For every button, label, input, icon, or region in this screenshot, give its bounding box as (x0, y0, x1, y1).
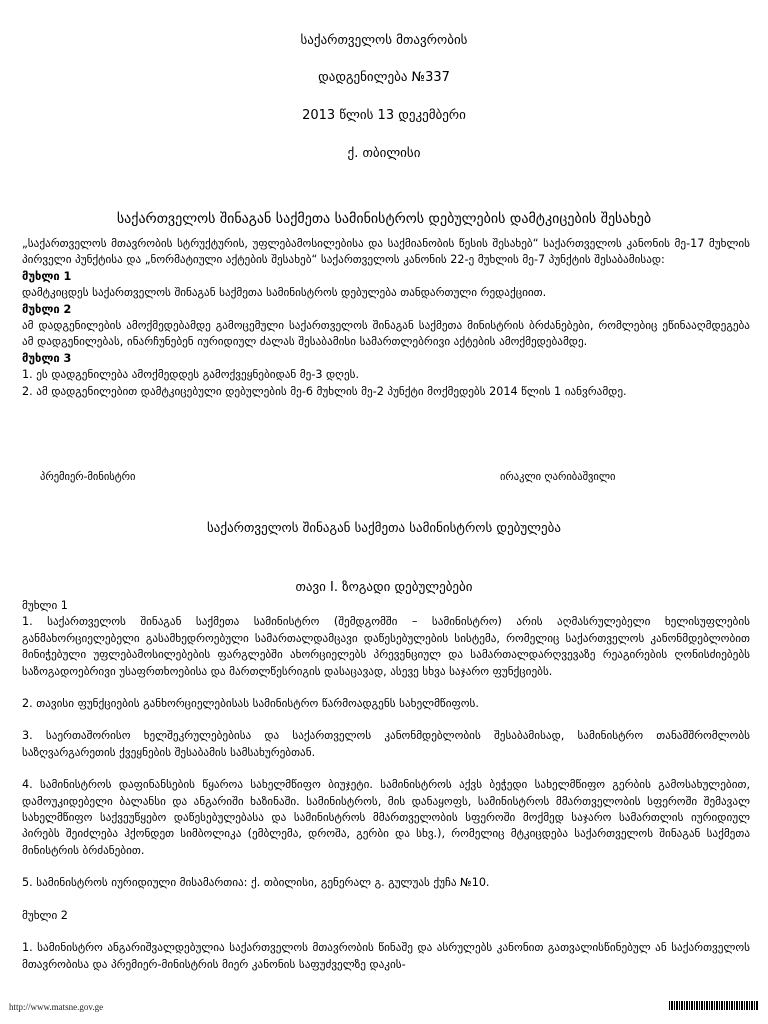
header-government: საქართველოს მთავრობის (300, 33, 468, 48)
regulation-paragraph-4: 4. სამინისტროს დაფინანსების წყაროა სახელმწიფო ბიუჯეტი. სამინისტროს აქვს ბეჭედი სახელმწიფო გერბის გამოსახულებით, დამოუკიდებელი ბალანსი და ანგარიში ხაზინაში. სამინისტროს, მის დანაყოფს, სამინისტროს მმართველობის სფეროში შემავალ სახელმწიფო საქვეუწყებო დაწესებულებასა და სამინისტროს მმართველობის სფეროში მოქმედ საჯარო სამართლის იურიდიულ პირებს შეიძლება ჰქონდეთ სიმბოლიკა (ემბლემა, დროშა, გერბი და სხვ.), რომელიც მტკიცდება საქართველოს შინაგან საქმეთა მინისტრის ბრძანებით. (22, 778, 750, 857)
regulation-article-1-heading: მუხლი 1 (22, 599, 68, 612)
article-1-text: დამტკიცდეს საქართველოს შინაგან საქმეთა სამინისტროს დებულება თანდართული რედაქციით. (22, 286, 547, 300)
article-2-text: ამ დადგენილების ამოქმედებამდე გამოცემული საქართველოს შინაგან საქმეთა მინისტრის ბრძანებები, რომლებიც ეწინააღმდეგება ამ დადგენილებას, ინარჩუნებენ იურიდიულ ძალას შესაბამისი სამართლებრივი აქტების ამოქმედებამდე. (22, 319, 750, 349)
chapter-title: თავი I. ზოგადი დებულებები (295, 580, 473, 595)
header-city: ქ. თბილისი (347, 146, 421, 161)
header-date: 2013 წლის 13 დეკემბერი (302, 108, 466, 123)
header-decree-number: დადგენილება №337 (318, 70, 450, 85)
article-2-heading: მუხლი 2 (22, 302, 72, 316)
article-1-heading: მუხლი 1 (22, 269, 72, 283)
regulation-paragraph-6: 1. სამინისტრო ანგარიშვალდებულია საქართველოს მთავრობის წინაშე და ასრულებს კანონით გათვალისწინებულ ან საქართველოს მთავრობისა და პრემიერ-მინისტრის მიერ კანონის საფუძველზე დაკის- (22, 941, 750, 971)
article-3-heading: მუხლი 3 (22, 351, 72, 365)
regulation-paragraph-3: 3. საერთაშორისო ხელშეკრულებებისა და საქართველოს კანონმდებლობის შესაბამისად, სამინისტრო თანამშრომლობს საზღვარგარეთის ქვეყნების შესაბამის სამსახურებთან. (22, 729, 750, 759)
regulation-paragraph-5: 5. სამინისტროს იურიდიული მისამართია: ქ. თბილისი, გენერალ გ. გულუას ქუჩა №10. (22, 876, 490, 890)
decree-title: საქართველოს შინაგან საქმეთა სამინისტროს დებულების დამტკიცების შესახებ (116, 211, 652, 227)
article-3-item-2: 2. ამ დადგენილებით დამტკიცებული დებულების მე-6 მუხლის მე-2 პუნქტი მოქმედებს 2014 წლის 1 იანვრამდე. (22, 384, 627, 398)
signatory-name: ირაკლი ღარიბაშვილი (500, 471, 616, 483)
barcode-icon (669, 1001, 759, 1010)
article-3-item-1: 1. ეს დადგენილება ამოქმედდეს გამოქვეყნებიდან მე-3 დღეს. (22, 368, 360, 382)
regulation-paragraph-2: 2. თავისი ფუნქციების განხორციელებისას სამინისტრო წარმოადგენს სახელმწიფოს. (22, 697, 479, 711)
regulation-title: საქართველოს შინაგან საქმეთა სამინისტროს დებულება (207, 521, 561, 536)
regulation-body (22, 598, 750, 973)
signatory-role: პრემიერ-მინისტრი (40, 471, 136, 483)
regulation-article-2-heading: მუხლი 2 (22, 908, 68, 922)
intro-paragraph: „საქართველოს მთავრობის სტრუქტურის, უფლებამოსილებისა და საქმიანობის წესის შესახებ“ საქართველოს კანონის მე-17 მუხლის პირველი პუნქტისა და „ნორმატიული აქტების შესახებ“ საქართველოს კანონის 22-ე მუხლის მე-7 პუნქტის შესაბამისად: (22, 237, 750, 267)
footer-url-link[interactable]: http://www.matsne.gov.ge (9, 1002, 104, 1012)
decree-body (22, 236, 750, 400)
regulation-paragraph-1: 1. საქართველოს შინაგან საქმეთა სამინისტრო (შემდგომში – სამინისტრო) არის აღმასრულებელი ხელისუფლების განმახორციელებელი გასამხედროებული სამართალდამცავი დაწესებულების სისტემა, რომელიც საქართველოს კანონმდებლობით მინიჭებული უფლებამოსილებების ფარგლებში ახორციელებს პრევენციულ და სამართალდარღვევაზე რეაგირების ღონისძიებებს საზოგადოებრივი უსაფრთხოებისა და მართლწესრიგის დასაცავად, ასევე სხვა საჯარო ფუნქციებს. (22, 615, 750, 678)
